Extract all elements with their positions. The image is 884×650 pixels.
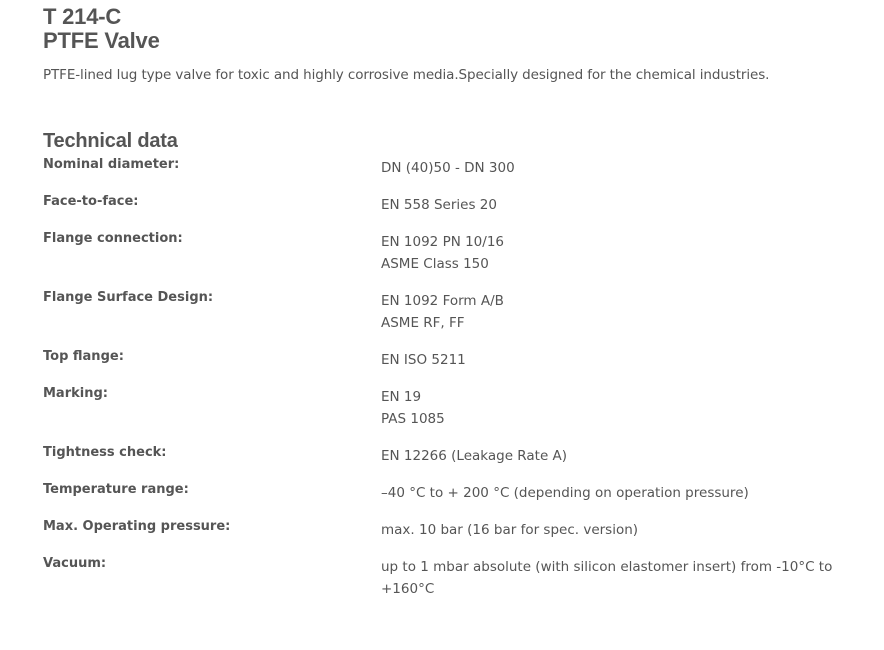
spec-label: Face-to-face: [43, 194, 139, 209]
spec-value [381, 386, 843, 445]
spec-row [43, 556, 843, 615]
spec-value-line: EN 12266 (Leakage Rate A) [381, 448, 568, 464]
spec-value-line: EN 558 Series 20 [381, 197, 497, 213]
spec-row [43, 386, 843, 445]
spec-row [43, 194, 843, 231]
product-page [43, 0, 843, 615]
technical-data-heading: Technical data [43, 130, 178, 152]
spec-label: Tightness check: [43, 445, 167, 460]
technical-data-body [43, 157, 843, 615]
product-name: PTFE Valve [43, 28, 160, 53]
spec-value-line: max. 10 bar (16 bar for spec. version) [381, 522, 639, 538]
spec-value-line: +160°C [381, 581, 435, 597]
spec-value [381, 519, 843, 556]
spec-row [43, 445, 843, 482]
spec-row [43, 290, 843, 349]
spec-value-line: EN ISO 5211 [381, 352, 466, 368]
spec-value [381, 556, 843, 615]
spec-label: Flange connection: [43, 231, 183, 246]
product-description: PTFE-lined lug type valve for toxic and highly corrosive media.Specially designed for the chemical industries. [43, 67, 770, 83]
product-title [43, 0, 843, 53]
spec-value [381, 194, 843, 231]
spec-value-line: PAS 1085 [381, 411, 445, 427]
spec-row [43, 349, 843, 386]
spec-value [381, 445, 843, 482]
spec-row [43, 157, 843, 194]
spec-label: Flange Surface Design: [43, 290, 214, 305]
spec-row [43, 482, 843, 519]
spec-label: Max. Operating pressure: [43, 519, 231, 534]
spec-row [43, 519, 843, 556]
spec-row [43, 231, 843, 290]
spec-value [381, 231, 843, 290]
spec-value [381, 157, 843, 194]
spec-label: Marking: [43, 386, 108, 401]
spec-value-line: EN 19 [381, 389, 422, 405]
spec-value-line: EN 1092 PN 10/16 [381, 234, 505, 250]
spec-value [381, 349, 843, 386]
spec-label: Vacuum: [43, 556, 107, 571]
spec-value-line: ASME RF, FF [381, 315, 465, 331]
spec-label: Temperature range: [43, 482, 189, 497]
product-code: T 214-C [43, 4, 122, 29]
spec-value-line: DN (40)50 - DN 300 [381, 160, 515, 176]
spec-value-line: ASME Class 150 [381, 256, 489, 272]
spec-value-line: up to 1 mbar absolute (with silicon elastomer insert) from -10°C to [381, 559, 833, 575]
technical-data-table [43, 157, 843, 615]
spec-value [381, 290, 843, 349]
spec-value-line: EN 1092 Form A/B [381, 293, 504, 309]
spec-value-line: –40 °C to + 200 °C (depending on operation pressure) [381, 485, 749, 501]
spec-label: Top flange: [43, 349, 124, 364]
spec-label: Nominal diameter: [43, 157, 180, 172]
spec-value [381, 482, 843, 519]
